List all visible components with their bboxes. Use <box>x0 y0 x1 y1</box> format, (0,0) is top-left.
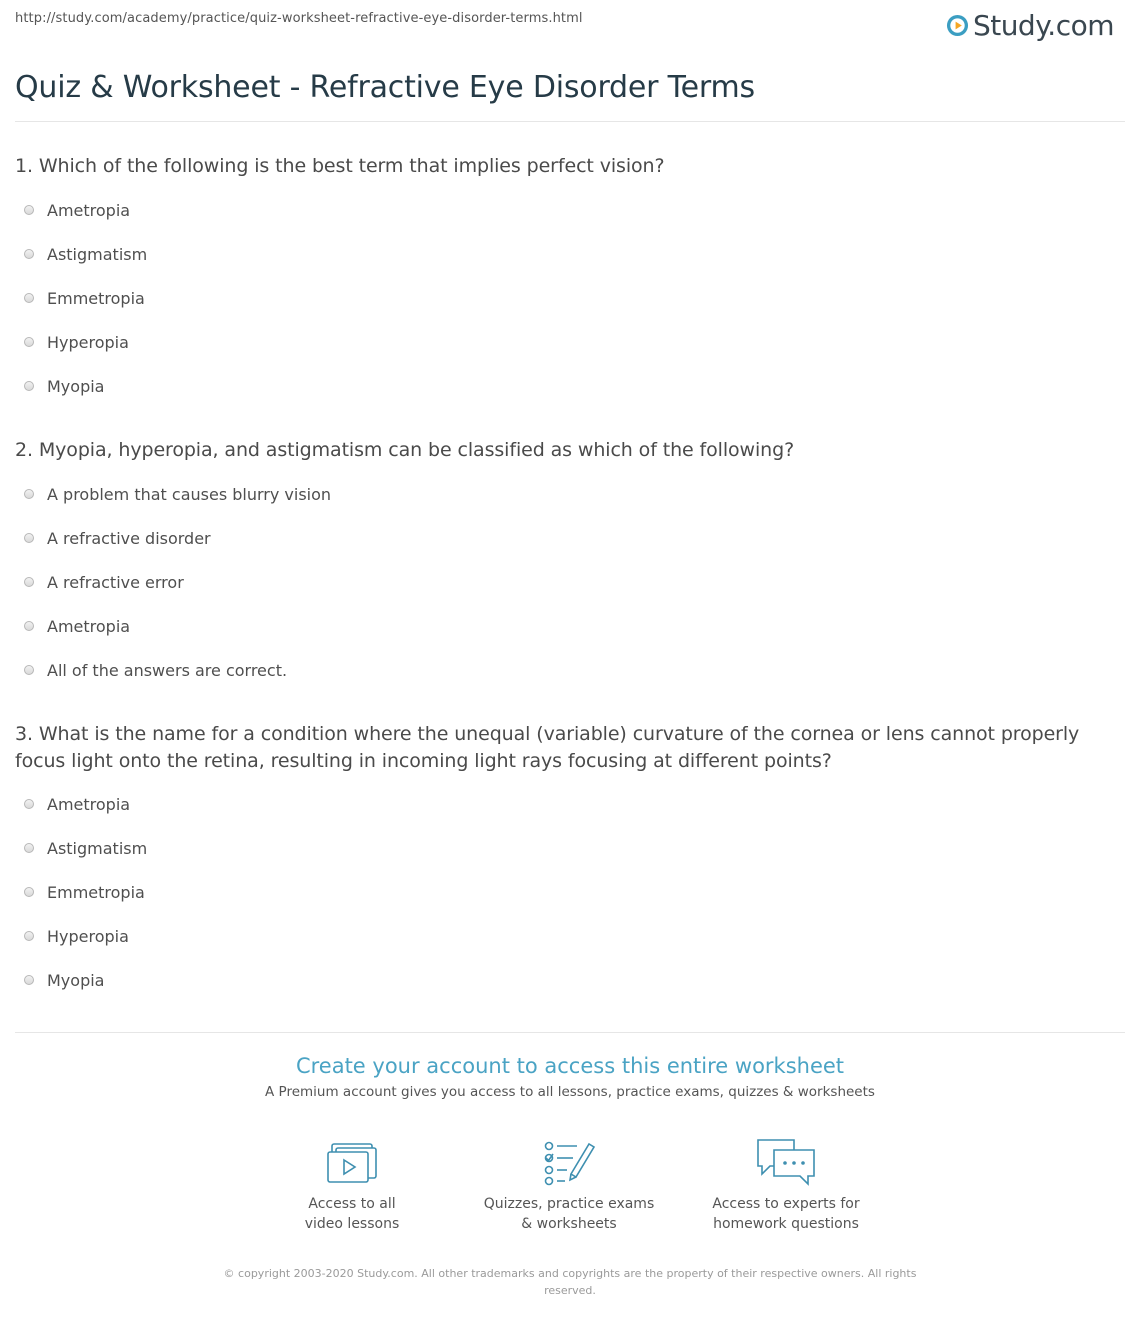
answer-option[interactable] <box>15 364 1125 408</box>
answer-option[interactable] <box>15 472 1125 516</box>
study-logo[interactable] <box>946 8 1114 42</box>
signup-cta <box>0 1054 1140 1100</box>
question-3 <box>15 721 1125 1002</box>
option-label: Myopia <box>47 970 105 990</box>
option-label: Emmetropia <box>47 882 145 902</box>
question-text: 2. Myopia, hyperopia, and astigmatism can be classified as which of the following? <box>15 439 795 461</box>
logo-text: Study.com <box>972 8 1114 42</box>
answer-options <box>15 188 1125 408</box>
answer-options <box>15 472 1125 692</box>
answer-option[interactable] <box>15 782 1125 826</box>
option-label: Myopia <box>47 376 105 396</box>
option-label: Hyperopia <box>47 332 129 352</box>
option-label: Emmetropia <box>47 288 145 308</box>
answer-option[interactable] <box>15 276 1125 320</box>
feature-video-lessons <box>252 1138 452 1234</box>
cta-title[interactable]: Create your account to access this entire worksheet <box>295 1054 845 1078</box>
video-lesson-icon <box>320 1138 384 1186</box>
answer-option[interactable] <box>15 604 1125 648</box>
option-label: All of the answers are correct. <box>47 660 288 680</box>
feature-label: Quizzes, practice exams & worksheets <box>483 1196 655 1232</box>
answer-option[interactable] <box>15 648 1125 692</box>
answer-option[interactable] <box>15 188 1125 232</box>
option-label: A refractive disorder <box>47 528 211 548</box>
option-label: Astigmatism <box>47 244 148 264</box>
radio-button[interactable] <box>24 381 34 391</box>
divider <box>15 1032 1125 1033</box>
answer-option[interactable] <box>15 516 1125 560</box>
radio-button[interactable] <box>24 931 34 941</box>
question-2 <box>15 437 1125 692</box>
play-logo-icon <box>946 14 969 37</box>
feature-label: Access to all video lessons <box>304 1196 400 1232</box>
option-label: A problem that causes blurry vision <box>47 484 332 504</box>
radio-button[interactable] <box>24 293 34 303</box>
answer-option[interactable] <box>15 958 1125 1002</box>
option-label: Ametropia <box>47 616 131 636</box>
answer-option[interactable] <box>15 914 1125 958</box>
question-text: 3. What is the name for a condition where the unequal (variable) curvature of the cornea or lens cannot properly focus light onto the retina, resulting in incoming light rays focusing at different points? <box>15 723 1080 772</box>
option-label: Ametropia <box>47 794 131 814</box>
quiz-list-icon <box>537 1138 601 1186</box>
radio-button[interactable] <box>24 621 34 631</box>
question-1 <box>15 153 1125 408</box>
radio-button[interactable] <box>24 887 34 897</box>
option-label: Astigmatism <box>47 838 148 858</box>
radio-button[interactable] <box>24 533 34 543</box>
radio-button[interactable] <box>24 489 34 499</box>
radio-button[interactable] <box>24 337 34 347</box>
question-text: 1. Which of the following is the best term that implies perfect vision? <box>15 155 665 177</box>
answer-option[interactable] <box>15 232 1125 276</box>
feature-quizzes <box>469 1138 669 1234</box>
feature-label: Access to experts for homework questions <box>712 1196 860 1232</box>
chat-bubbles-icon <box>754 1138 818 1186</box>
option-label: A refractive error <box>47 572 184 592</box>
radio-button[interactable] <box>24 799 34 809</box>
divider <box>15 121 1125 122</box>
radio-button[interactable] <box>24 975 34 985</box>
page-title: Quiz & Worksheet - Refractive Eye Disorder Terms <box>15 70 755 105</box>
option-label: Ametropia <box>47 200 131 220</box>
answer-option[interactable] <box>15 826 1125 870</box>
page-url: http://study.com/academy/practice/quiz-worksheet-refractive-eye-disorder-terms.html <box>15 11 583 26</box>
answer-option[interactable] <box>15 320 1125 364</box>
feature-experts <box>686 1138 886 1234</box>
answer-options <box>15 782 1125 1002</box>
radio-button[interactable] <box>24 577 34 587</box>
option-label: Hyperopia <box>47 926 129 946</box>
radio-button[interactable] <box>24 205 34 215</box>
answer-option[interactable] <box>15 870 1125 914</box>
radio-button[interactable] <box>24 665 34 675</box>
radio-button[interactable] <box>24 843 34 853</box>
answer-option[interactable] <box>15 560 1125 604</box>
copyright-notice: © copyright 2003-2020 Study.com. All other trademarks and copyrights are the property of their respective owners. All rights reserved. <box>223 1267 917 1297</box>
cta-subtitle: A Premium account gives you access to all lessons, practice exams, quizzes & worksheets <box>265 1084 875 1100</box>
radio-button[interactable] <box>24 249 34 259</box>
